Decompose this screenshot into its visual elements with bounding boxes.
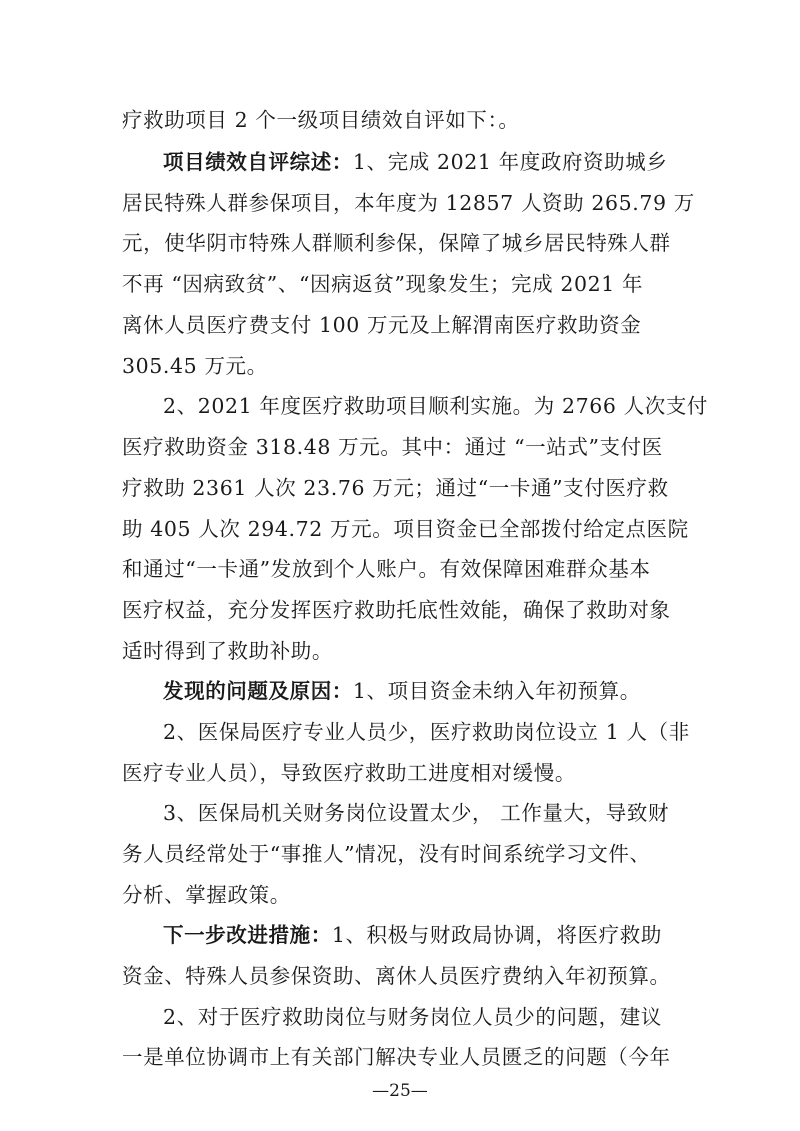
paragraph-line: 疗救助项目 2 个一级项目绩效自评如下：。: [122, 108, 520, 132]
paragraph-line: 医疗权益，充分发挥医疗救助托底性效能，确保了救助对象: [122, 598, 671, 622]
paragraph-line: 分析、掌握政策。: [122, 883, 291, 907]
paragraph-line: 医疗专业人员），导致医疗救助工进度相对缓慢。: [122, 761, 576, 785]
paragraph-line: 2、对于医疗救助岗位与财务岗位人员少的问题，建议: [163, 1005, 662, 1029]
paragraph-line: 下一步改进措施：1、积极与财政局协调，将医疗救助: [163, 923, 662, 947]
paragraph-line: 务人员经常处于“事推人”情况，没有时间系统学习文件、: [122, 842, 651, 866]
paragraph-line: 发现的问题及原因：1、项目资金未纳入年初预算。: [163, 679, 641, 703]
section-heading: 发现的问题及原因：: [163, 679, 353, 703]
paragraph-line: 医疗救助资金 318.48 万元。其中：通过 “一站式”支付医: [122, 435, 663, 459]
section-heading: 下一步改进措施：: [163, 923, 332, 947]
paragraph-line: 适时得到了救助补助。: [122, 639, 333, 663]
paragraph-line: 居民特殊人群参保项目，本年度为 12857 人资助 265.79 万: [122, 191, 695, 215]
paragraph-line: 一是单位协调市上有关部门解决专业人员匮乏的问题（今年: [122, 1045, 671, 1069]
section-heading: 项目绩效自评综述：: [163, 150, 353, 174]
paragraph-line: 疗救助 2361 人次 23.76 万元；通过“一卡通”支付医疗救: [122, 476, 669, 500]
paragraph-line: 不再 “因病致贫”、“因病返贫”现象发生；完成 2021 年: [122, 272, 644, 296]
paragraph-line: 2、2021 年度医疗救助项目顺利实施。为 2766 人次支付: [163, 394, 709, 418]
page-number: —25—: [372, 1081, 428, 1101]
paragraph-line: 2、医保局医疗专业人员少，医疗救助岗位设立 1 人（非: [163, 720, 690, 744]
paragraph-line: 项目绩效自评综述：1、完成 2021 年度政府资助城乡: [163, 150, 668, 174]
paragraph-line: 305.45 万元。: [122, 354, 268, 378]
paragraph-line: 离休人员医疗费支付 100 万元及上解渭南医疗救助资金: [122, 313, 642, 337]
paragraph-line: 3、医保局机关财务岗位设置太少， 工作量大，导致财: [163, 801, 670, 825]
paragraph-line: 助 405 人次 294.72 万元。项目资金已全部拨付给定点医院: [122, 517, 689, 541]
paragraph-line: 和通过“一卡通”发放到个人账户。有效保障困难群众基本: [122, 557, 651, 581]
paragraph-line: 资金、特殊人员参保资助、离休人员医疗费纳入年初预算。: [122, 964, 671, 988]
paragraph-line: 元，使华阴市特殊人群顺利参保，保障了城乡居民特殊人群: [122, 231, 671, 255]
